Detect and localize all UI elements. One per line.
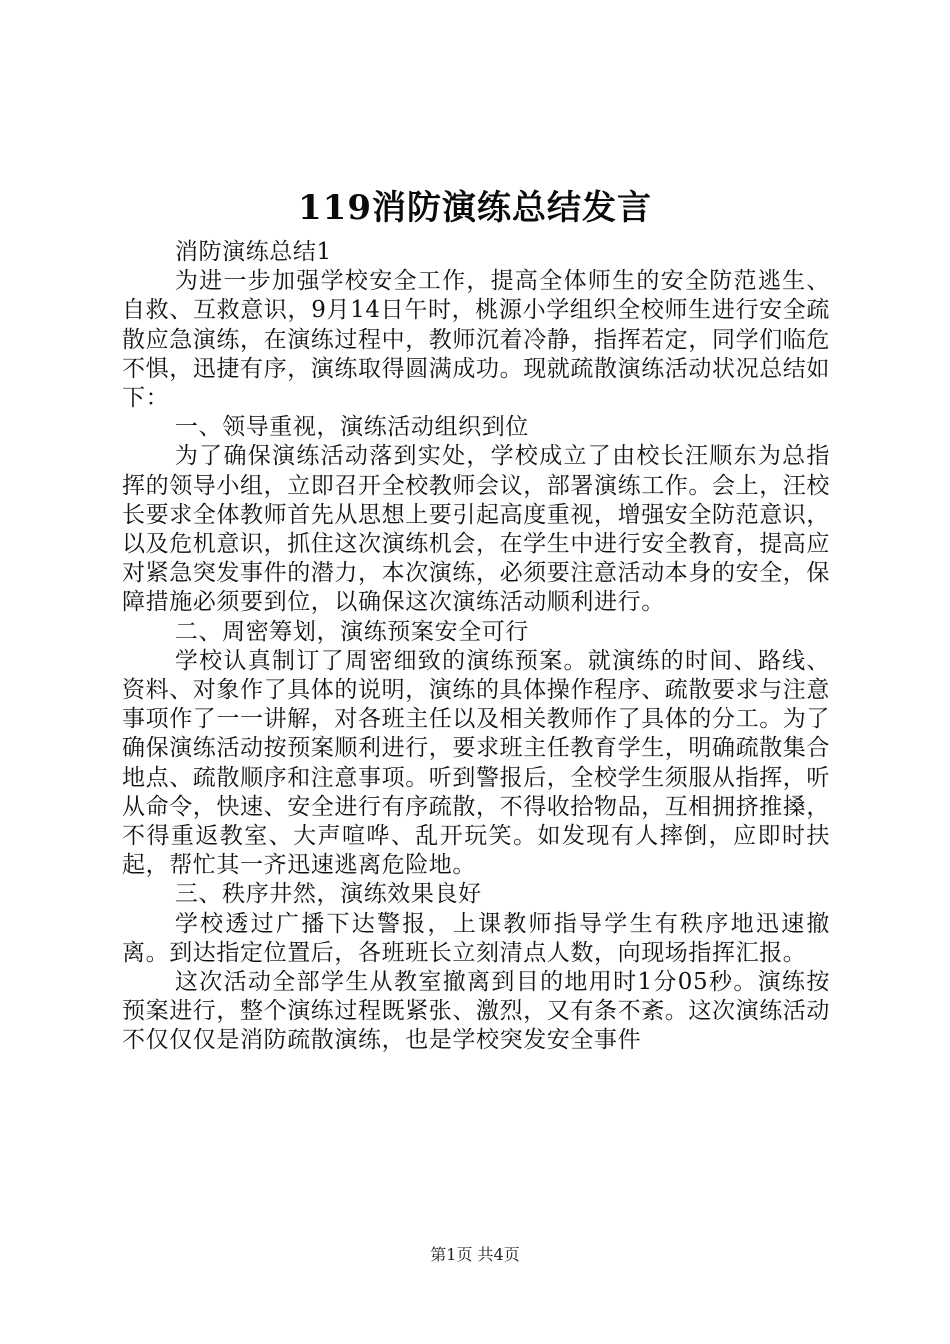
paragraph: 为了确保演练活动落到实处，学校成立了由校长汪顺东为总指挥的领导小组，立即召开全校教师会议，部署演练工作。会上，汪校长要求全体教师首先从思想上要引起高度重视，增强安全防范意识，以及危机意识，抓住这次演练机会，在学生中进行安全教育，提高应对紧急突发事件的潜力，本次演练，必须要注意活动本身的安全，保障措施必须要到位，以确保这次演练活动顺利进行。 <box>122 443 830 616</box>
section-heading: 消防演练总结1 <box>174 239 332 265</box>
paragraph: 学校透过广播下达警报，上课教师指导学生有秩序地迅速撤离。到达指定位置后，各班班长立刻清点人数，向现场指挥汇报。 <box>122 910 830 966</box>
paragraph: 为进一步加强学校安全工作，提高全体师生的安全防范逃生、自救、互救意识，9月14日午时，桃源小学组织全校师生进行安全疏散应急演练，在演练过程中，教师沉着冷静，指挥若定，同学们临危不惧，迅捷有序，演练取得圆满成功。现就疏散演练活动状况总结如下： <box>122 268 830 412</box>
section-heading: 二、周密筹划，演练预案安全可行 <box>174 618 529 645</box>
document-body <box>122 238 830 1056</box>
section-heading: 一、领导重视，演练活动组织到位 <box>174 414 529 441</box>
paragraph: 学校认真制订了周密细致的演练预案。就演练的时间、路线、资料、对象作了具体的说明，演练的具体操作程序、疏散要求与注意事项作了一一讲解，对各班主任以及相关教师作了具体的分工。为了确保演练活动按预案顺利进行，要求班主任教育学生，明确疏散集合地点、疏散顺序和注意事项。听到警报后，全校学生须服从指挥，听从命令，快速、安全进行有序疏散，不得收拾物品，互相拥挤推搡，不得重返教室、大声喧哗、乱开玩笑。如发现有人摔倒，应即时扶起，帮忙其一齐迅速逃离危险地。 <box>122 647 830 879</box>
paragraph: 这次活动全部学生从教室撤离到目的地用时1分05秒。演练按预案进行，整个演练过程既紧张、激烈，又有条不紊。这次演练活动不仅仅仅是消防疏散演练，也是学校突发安全事件 <box>122 969 830 1054</box>
section-heading: 三、秩序井然，演练效果良好 <box>174 881 482 908</box>
page-title: 119消防演练总结发言 <box>298 188 652 228</box>
page-footer: 第1页 共4页 <box>430 1245 520 1264</box>
